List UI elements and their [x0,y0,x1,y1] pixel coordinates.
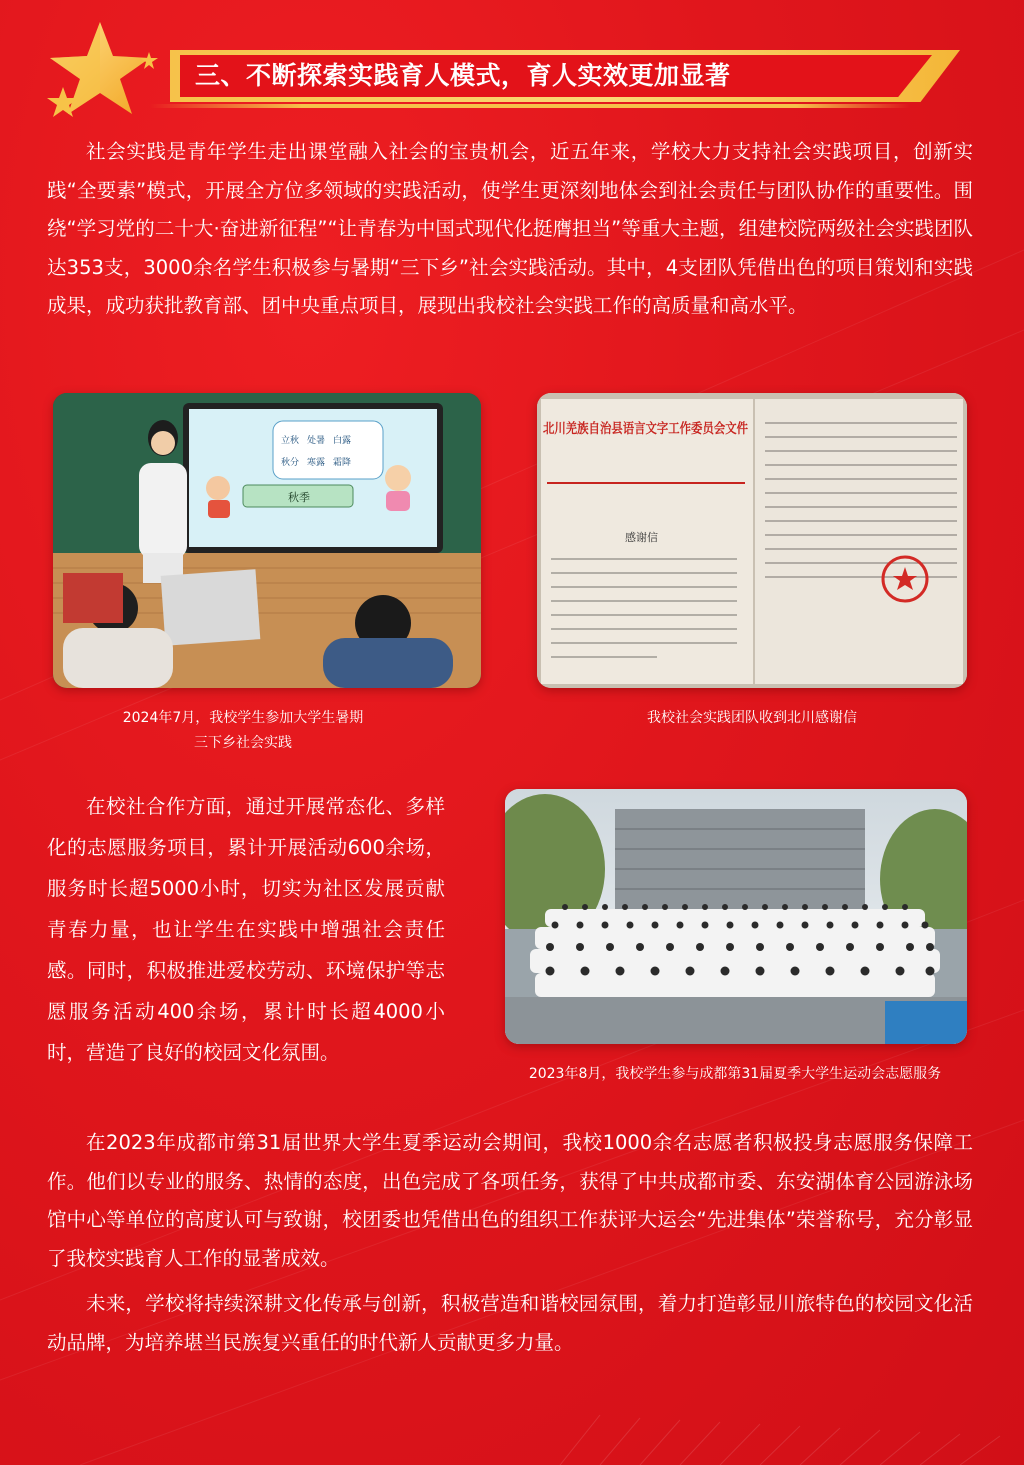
intro-paragraph: 社会实践是青年学生走出课堂融入社会的宝贵机会，近五年来，学校大力支持社会实践项目，创新实践“全要素”模式，开展全方位多领域的实践活动，使学生更深刻地体会到社会责任与团队协作的重要性。围绕“学习党的二十大·奋进新征程”“让青春为中国式现代化挺膺担当”等重大主题，组建校院两级社会实践团队达353支，3000余名学生积极参与暑期“三下乡”社会实践活动。其中，4支团队凭借出色的项目策划和实践成果，成功获批教育部、团中央重点项目，展现出我校社会实践工作的高质量和高水平。 [47,140,973,317]
classroom-photo [53,393,481,688]
screen-words-row1: 立秋 处暑 白露 [281,436,352,446]
universiade-paragraph: 在2023年成都市第31届世界大学生夏季运动会期间，我校1000余名志愿者积极投身志愿服务保障工作。他们以专业的服务、热情的态度，出色完成了各项任务，获得了中共成都市委、东安湖体育公园游泳场馆中心等单位的高度认可与致谢，校团委也凭借出色的组织工作获评大运会“先进集体”荣誉称号，充分彰显了我校实践育人工作的显著成效。 [47,1131,973,1270]
caption-classroom-line1: 2024年7月，我校学生参加大学生暑期 [122,710,364,726]
letter-photo [537,393,967,688]
small-star-icon [46,86,80,120]
caption-classroom [53,706,433,756]
header-underline [150,104,910,108]
screen-title: 秋季 [288,491,310,504]
group-scene [505,789,967,1044]
caption-classroom-line2: 三下乡社会实践 [194,735,292,751]
caption-group: 2023年8月，我校学生参与成都第31届夏季大学生运动会志愿服务 [528,1066,942,1082]
caption-letter: 我校社会实践团队收到北川感谢信 [647,710,857,726]
doc-header: 北川羌族自治县语言文字工作委员会文件 [543,421,786,437]
future-paragraph: 未来，学校将持续深耕文化传承与创新，积极营造和谐校园氛围，着力打造彰显川旅特色的校园文化活动品牌，为培养堪当民族复兴重任的时代新人贡献更多力量。 [47,1292,973,1354]
doc-title: 感谢信 [625,531,658,544]
tiny-star-icon [140,52,158,70]
letter-scene [537,393,967,688]
screen-words-row2: 秋分 寒露 霜降 [281,458,352,468]
volunteer-paragraph: 在校社合作方面，通过开展常态化、多样化的志愿服务项目，累计开展活动600余场，服务时长超5000小时，切实为社区发展贡献青春力量，也让学生在实践中增强社会责任感。同时，积极推进爱校劳动、环境保护等志愿服务活动400余场，累计时长超4000小时，营造了良好的校园文化氛围。 [47,795,445,1064]
classroom-scene [53,393,481,688]
section-title: 三、不断探索实践育人模式，育人实效更加显著 [195,61,731,90]
group-photo [505,789,967,1044]
